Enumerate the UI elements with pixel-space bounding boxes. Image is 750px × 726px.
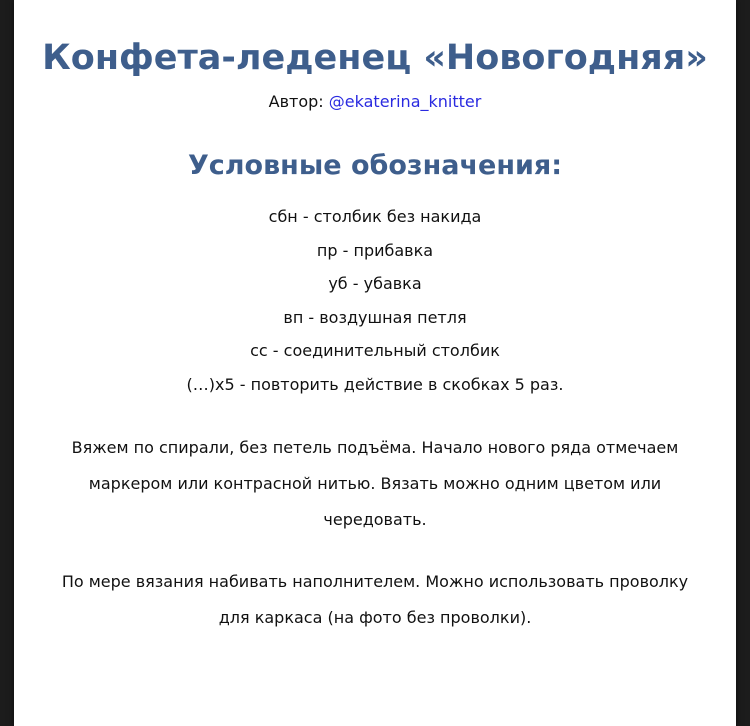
legend-item: сбн - столбик без накида xyxy=(268,207,482,226)
instructions-paragraph-2: По мере вязания набивать наполнителем. Можно использовать проволку для каркаса (на фото без проволки). xyxy=(61,572,689,627)
legend-item: вп - воздушная петля xyxy=(283,307,467,327)
author-line xyxy=(14,92,736,111)
legend-item: (…)х5 - повторить действие в скобках 5 раз. xyxy=(186,374,564,394)
legend-item: уб - убавка xyxy=(328,274,422,293)
document-title: Конфета-леденец «Новогодняя» xyxy=(42,38,708,78)
instructions-paragraph-1: Вяжем по спирали, без петель подъёма. Начало нового ряда отмечаем маркером или контрасной нитью. Вязать можно одним цветом или чередовать. xyxy=(71,438,679,529)
legend-item: сс - соединительный столбик xyxy=(250,341,500,360)
legend-item: пр - прибавка xyxy=(316,240,434,260)
legend-heading: Условные обозначения: xyxy=(187,150,563,181)
author-label: Автор: xyxy=(268,92,329,111)
author-handle-link[interactable]: @ekaterina_knitter xyxy=(328,92,482,111)
document-page xyxy=(14,0,736,726)
legend-list xyxy=(14,200,736,401)
